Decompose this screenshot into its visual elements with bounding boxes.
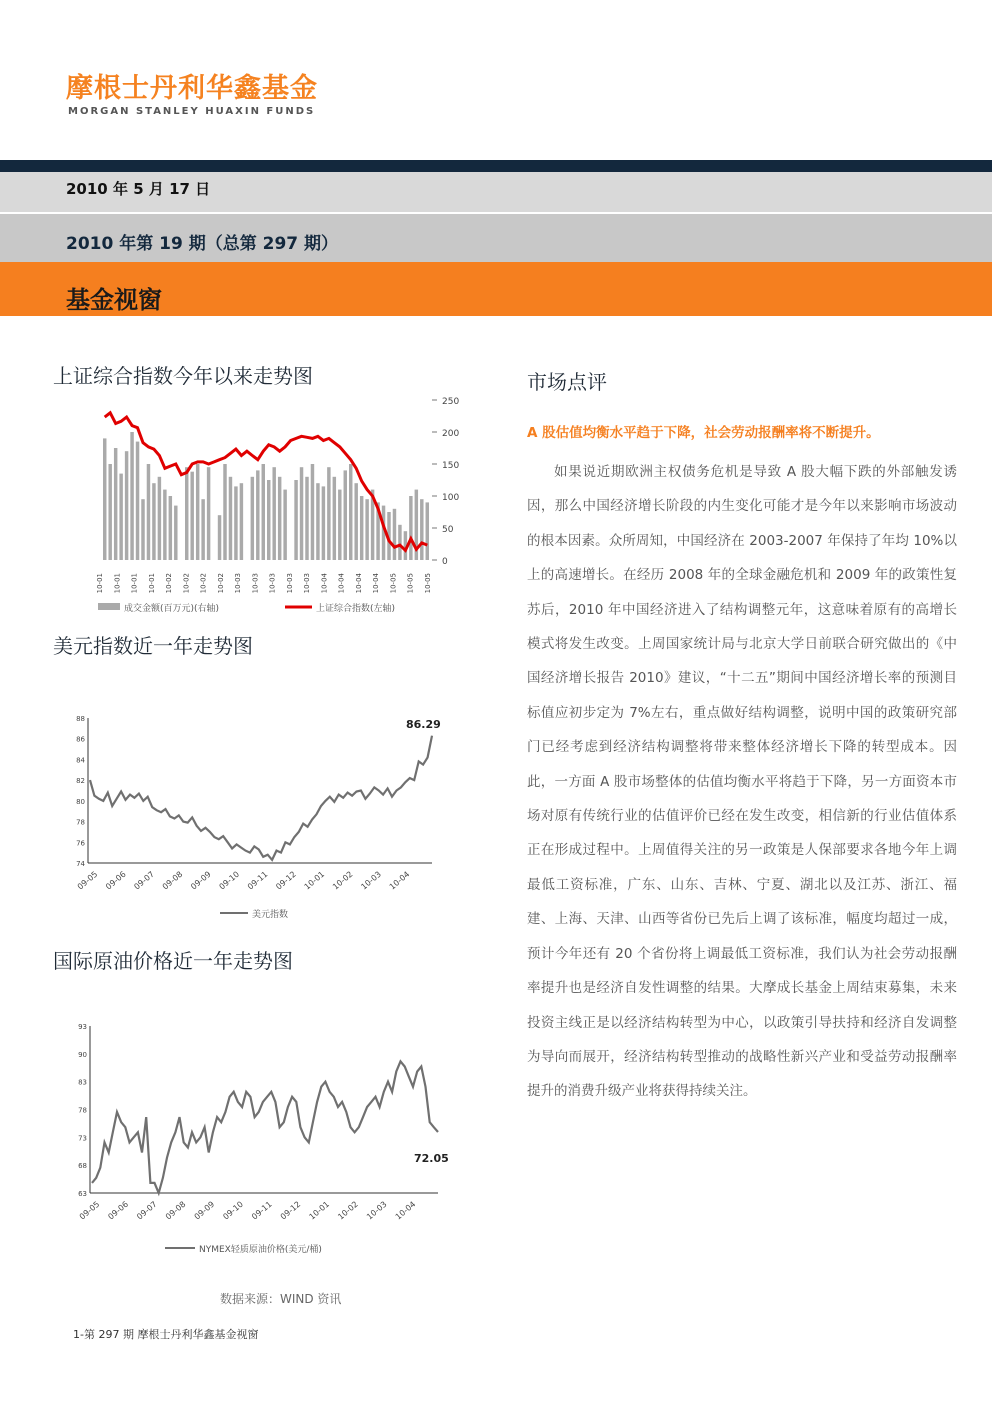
bar-volume	[114, 448, 117, 560]
tick-label-x: 10-04	[372, 573, 381, 594]
bar-volume	[234, 486, 237, 560]
tick-label-x: 09-11	[245, 869, 270, 892]
tick-label-x: 10-05	[406, 573, 415, 594]
bar-volume	[354, 483, 357, 560]
bar-volume	[393, 509, 396, 560]
chart-title-oil: 国际原油价格近一年走势图	[53, 949, 293, 973]
bar-volume	[327, 467, 330, 560]
tick-label-x: 09-11	[250, 1199, 274, 1222]
tick-label-x: 10-02	[216, 573, 225, 594]
legend-label-index: 上证综合指数(左轴)	[316, 604, 396, 614]
tick-label-x: 09-09	[192, 1199, 217, 1222]
tick-label-x: 10-05	[389, 573, 398, 594]
bar-volume	[136, 442, 139, 560]
bar-volume	[344, 470, 347, 560]
series-line-dollar-index	[90, 736, 432, 860]
bar-volume	[349, 464, 352, 560]
tick-label-x: 10-04	[337, 573, 346, 594]
tick-label-x: 10-01	[113, 573, 122, 594]
section-title: 市场点评	[527, 370, 607, 394]
tick-label-x: 10-03	[234, 573, 243, 594]
annotation-last-value: 72.05	[414, 1152, 449, 1165]
tick-label-x: 10-03	[268, 573, 277, 594]
bar-volume	[420, 499, 423, 560]
bar-volume	[360, 496, 363, 560]
bar-volume	[229, 477, 232, 560]
bar-volume	[207, 467, 210, 560]
tick-label-x: 09-12	[278, 1199, 303, 1222]
bar-volume	[272, 467, 275, 560]
tick-label-y: 78	[76, 818, 85, 827]
tick-label-x: 10-01	[130, 573, 139, 594]
tick-label-y2: 250	[442, 397, 460, 407]
tick-label-y: 90	[78, 1050, 87, 1059]
bar-volume	[201, 499, 204, 560]
series-line-oil-price	[92, 1061, 438, 1193]
tick-label-y: 80	[76, 797, 85, 806]
tick-label-x: 09-06	[104, 869, 128, 892]
tick-label-x: 10-01	[302, 869, 327, 892]
bar-volume	[333, 477, 336, 560]
bar-volume	[158, 477, 161, 560]
bar-volume	[256, 470, 259, 560]
chart-shanghai	[90, 388, 470, 620]
tick-label-x: 09-08	[160, 869, 185, 892]
bar-volume	[152, 483, 155, 560]
page-title: 基金视窗	[66, 286, 162, 314]
bar-volume	[130, 432, 133, 560]
tick-label-x: 10-03	[285, 573, 294, 594]
bar-volume	[338, 490, 341, 560]
tick-label-x: 09-10	[221, 1199, 245, 1222]
tick-label-y: 73	[78, 1134, 87, 1143]
tick-label-x: 09-07	[135, 1199, 159, 1222]
tick-label-x: 10-05	[424, 573, 432, 594]
tick-label-y: 74	[76, 860, 85, 868]
bar-volume	[300, 467, 303, 560]
tick-label-x: 10-04	[393, 1199, 418, 1222]
bar-volume	[125, 451, 128, 560]
tick-label-x: 10-04	[354, 573, 363, 594]
tick-label-x: 10-04	[387, 869, 412, 892]
bar-volume	[278, 477, 281, 560]
bar-volume	[108, 464, 111, 560]
chart-oil-price	[60, 1020, 450, 1260]
tick-label-y2: 50	[442, 525, 454, 535]
chart-title-shanghai: 上证综合指数今年以来走势图	[53, 364, 313, 388]
tick-label-x: 09-12	[274, 869, 298, 892]
logo-english: MORGAN STANLEY HUAXIN FUNDS	[68, 106, 316, 117]
tick-label-x: 09-05	[77, 1199, 102, 1222]
tick-label-x: 09-08	[163, 1199, 188, 1222]
bar-volume	[409, 496, 412, 560]
bar-volume	[185, 467, 188, 560]
tick-label-x: 10-03	[359, 869, 383, 892]
tick-label-y: 63	[78, 1190, 87, 1198]
bar-volume	[426, 502, 429, 560]
logo-chinese: 摩根士丹利华鑫基金	[66, 73, 318, 104]
issue-number: 2010 年第 19 期（总第 297 期）	[66, 234, 339, 254]
tick-label-x: 10-01	[147, 573, 156, 594]
tick-label-x: 09-05	[75, 869, 100, 892]
tick-label-y: 68	[78, 1162, 87, 1171]
bar-volume	[305, 477, 308, 560]
legend-label-volume: 成交金额(百万元)(右轴)	[124, 604, 220, 614]
bar-volume	[190, 472, 193, 560]
commentary-body: 如果说近期欧洲主权债务危机是导致 A 股大幅下跌的外部触发诱因，那么中国经济增长阶段的内生变化可能才是今年以来影响市场波动的根本因素。众所周知，中国经济在 2003-2007 年保持了年均 10%以上的高速增长。在经历 2008 年的全球金融危机和 2009 年的政策性复苏后，2010 年中国经济进入了结构调整元年，这意味着原有的高增长模式将发生改变。上周国家统计局与北京大学日前联合研究做出的《中国经济增长报告 2010》建议，“十二五”期间中国经济增长率的预测目标值应初步定为 7%左右，重点做好结构调整，说明中国的政策研究部门已经考虑到经济结构调整将带来整体经济增长下降的转型成本。因此，一方面 A 股市场整体的估值均衡水平将趋于下降，另一方面资本市场对原有传统行业的估值评价已经在发生改变，相信新的行业估值体系正在形成过程中。上周值得关注的另一政策是人保部要求各地今年上调最低工资标准，广东、山东、吉林、宁夏、湖北以及江苏、浙江、福建、上海、天津、山西等省份已先后上调了该标准，幅度均超过一成，预计今年还有 20 个省份将上调最低工资标准，我们认为社会劳动报酬率提升也是经济自发性调整的结果。大摩成长基金上周结束募集，未来投资主线正是以经济结构转型为中心，以政策引导扶持和经济自发调整为导向而展开，经济结构转型推动的战略性新兴产业和受益劳动报酬率提升的消费升级产业将获得持续关注。	[527, 464, 957, 1100]
chart-dollar-index	[60, 710, 450, 920]
tick-label-x: 10-03	[251, 573, 260, 594]
bar-volume	[262, 464, 265, 560]
bar-volume	[147, 464, 150, 560]
annotation-last-value: 86.29	[406, 718, 441, 731]
tick-label-x: 10-02	[199, 573, 208, 594]
tick-label-x: 10-02	[165, 573, 174, 594]
tick-label-x: 10-02	[336, 1199, 360, 1222]
tick-label-y: 83	[78, 1078, 87, 1087]
tick-label-y2: 200	[442, 429, 460, 439]
tick-label-x: 10-04	[320, 573, 329, 594]
bar-volume	[294, 480, 297, 560]
bar-volume	[119, 474, 122, 560]
tick-label-x: 10-03	[303, 573, 312, 594]
tick-label-x: 10-03	[364, 1199, 389, 1222]
issue-date: 2010 年 5 月 17 日	[66, 180, 211, 198]
page-footer: 1-第 297 期 摩根士丹利华鑫基金视窗	[73, 1328, 259, 1341]
bar-volume	[283, 490, 286, 560]
bar-volume	[267, 480, 270, 560]
tick-label-y: 88	[76, 715, 85, 723]
chart-title-dxy: 美元指数近一年走势图	[53, 634, 253, 658]
tick-label-x: 10-01	[96, 573, 104, 594]
tick-label-x: 09-10	[217, 869, 242, 892]
legend-swatch-volume	[98, 603, 120, 610]
tick-label-y: 84	[76, 756, 85, 765]
tick-label-x: 09-06	[106, 1199, 131, 1222]
bar-volume	[398, 525, 401, 560]
tick-label-x: 10-01	[307, 1199, 332, 1222]
tick-label-y: 86	[76, 735, 85, 744]
bar-volume	[251, 477, 254, 560]
bar-volume	[103, 438, 106, 560]
tick-label-y: 78	[78, 1106, 87, 1115]
tick-label-x: 09-07	[132, 869, 157, 892]
tick-label-y: 76	[76, 839, 85, 848]
legend-label-dxy: 美元指数	[252, 910, 289, 920]
bar-volume	[141, 499, 144, 560]
tick-label-x: 09-09	[189, 869, 213, 892]
bar-volume	[174, 506, 177, 560]
bar-volume	[311, 464, 314, 560]
legend-label-oil: NYMEX轻质原油价格(美元/桶)	[199, 1245, 322, 1255]
tick-label-x: 10-02	[182, 573, 191, 594]
bar-volume	[240, 483, 243, 560]
bar-volume	[218, 515, 221, 560]
tick-label-y2: 150	[442, 461, 460, 471]
bar-volume	[316, 483, 319, 560]
bar-volume	[365, 499, 368, 560]
tick-label-y: 82	[76, 777, 85, 786]
market-commentary	[527, 366, 957, 1109]
bar-volume	[163, 490, 166, 560]
bar-volume	[196, 464, 199, 560]
lead-sentence: A 股估值均衡水平趋于下降，社会劳动报酬率将不断提升。	[527, 425, 880, 441]
bar-volume	[169, 496, 172, 560]
tick-label-y: 93	[78, 1023, 87, 1031]
data-source: 数据来源：WIND 资讯	[220, 1292, 342, 1306]
bar-volume	[322, 486, 325, 560]
tick-label-y2: 100	[442, 493, 460, 503]
tick-label-x: 10-02	[330, 869, 355, 892]
tick-label-y2: 0	[442, 557, 448, 567]
bar-volume	[223, 464, 226, 560]
